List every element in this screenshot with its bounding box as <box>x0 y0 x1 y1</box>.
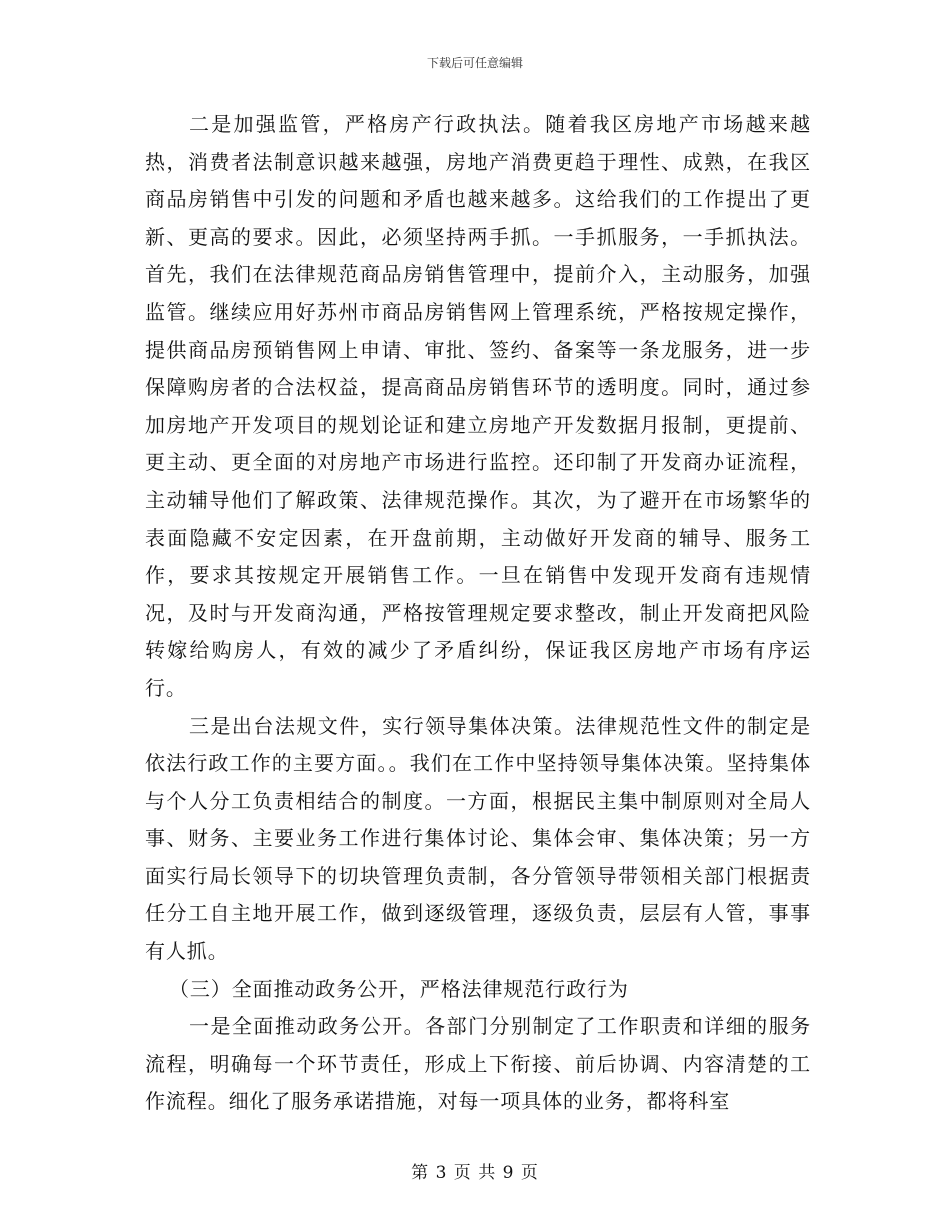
paragraph-collective-decision: 三是出台法规文件，实行领导集体决策。法律规范性文件的制定是依法行政工作的主要方面。。我们在工作中坚持领导集体决策。坚持集体与个人分工负责相结合的制度。一方面，根据民主集中制原则对全局人事、财务、主要业务工作进行集体讨论、集体会审、集体决策；另一方面实行局长领导下的切块管理负责制，各分管领导带领相关部门根据责任分工自主地开展工作，做到逐级管理，逐级负责，层层有人管，事事有人抓。 <box>145 713 811 964</box>
page-header: 下载后可任意编辑 <box>426 56 523 70</box>
paragraph-supervision: 二是加强监管，严格房产行政执法。随着我区房地产市场越来越热，消费者法制意识越来越强，房地产消费更趋于理性、成熟，在我区商品房销售中引发的问题和矛盾也越来越多。这给我们的工作提出了更新、更高的要求。因此，必须坚持两手抓。一手抓服务，一手抓执法。首先，我们在法律规范商品房销售管理中，提前介入，主动服务，加强监管。继续应用好苏州市商品房销售网上管理系统，严格按规定操作，提供商品房预销售网上申请、审批、签约、备案等一条龙服务，进一步保障购房者的合法权益，提高商品房销售环节的透明度。同时，通过参加房地产开发项目的规划论证和建立房地产开发数据月报制，更提前、更主动、更全面的对房地产市场进行监控。还印制了开发商办证流程，主动辅导他们了解政策、法律规范操作。其次，为了避开在市场繁华的表面隐藏不安定因素，在开盘前期，主动做好开发商的辅导、服务工作，要求其按规定开展销售工作。一旦在销售中发现开发商有违规情况，及时与开发商沟通，严格按管理规定要求整改，制止开发商把风险转嫁给购房人，有效的减少了矛盾纠纷，保证我区房地产市场有序运行。 <box>145 112 811 700</box>
paragraph-government-affairs: 一是全面推动政务公开。各部门分别制定了工作职责和详细的服务流程，明确每一个环节责任，形成上下衔接、前后协调、内容清楚的工作流程。细化了服务承诺措施，对每一项具体的业务，都将科室 <box>145 1014 811 1114</box>
page-number: 第 3 页 共 9 页 <box>411 1163 539 1183</box>
document-body <box>145 106 811 1121</box>
section-heading: （三）全面推动政务公开，严格法律规范行政行为 <box>169 976 629 1001</box>
